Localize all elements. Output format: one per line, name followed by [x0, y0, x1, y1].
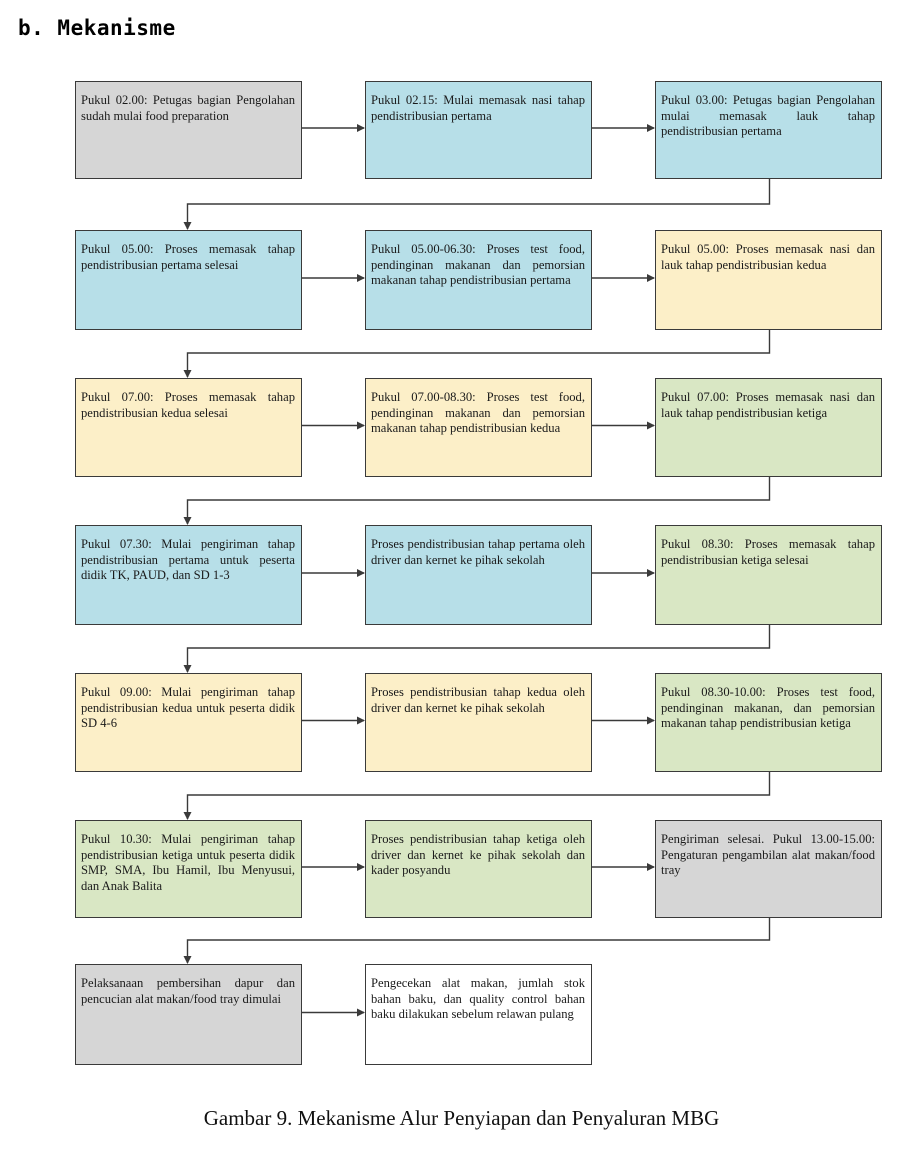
- flow-step-text: Proses pendistribusian tahap kedua oleh driver dan kernet ke pihak sekolah: [371, 685, 585, 715]
- flow-step-box: [75, 673, 302, 772]
- flow-step-text: Pelaksanaan pembersihan dapur dan pencucian alat makan/food tray dimulai: [81, 976, 295, 1006]
- flow-step-text: Pukul 02.00: Petugas bagian Pengolahan sudah mulai food preparation: [81, 93, 295, 123]
- flow-step-box: [655, 673, 882, 772]
- flow-step-box: [75, 378, 302, 477]
- flow-step-text: Pukul 05.00-06.30: Proses test food, pendinginan makanan dan pemorsian makanan tahap pendistribusian pertama: [371, 242, 585, 287]
- section-heading: b. Mekanisme: [18, 16, 176, 40]
- flow-step-box: [365, 81, 592, 179]
- flow-step-box: [75, 81, 302, 179]
- flow-step-text: Proses pendistribusian tahap ketiga oleh driver dan kernet ke pihak sekolah dan kader posyandu: [371, 832, 585, 877]
- flow-step-text: Pukul 08.30-10.00: Proses test food, pendinginan makanan, dan pemorsian makanan tahap pendistribusian ketiga: [661, 685, 875, 730]
- return-connector-arrow: [188, 179, 770, 229]
- flow-step-box: [75, 230, 302, 330]
- flow-step-box: [365, 378, 592, 477]
- flow-step-box: [75, 820, 302, 918]
- flow-step-box: [655, 820, 882, 918]
- flow-step-box: [75, 525, 302, 625]
- flow-step-box: [655, 230, 882, 330]
- flow-step-text: Pukul 07.00: Proses memasak nasi dan lauk tahap pendistribusian ketiga: [661, 390, 875, 420]
- flow-step-box: [365, 230, 592, 330]
- return-connector-arrow: [188, 330, 770, 377]
- return-connector-arrow: [188, 918, 770, 963]
- flow-step-box: [655, 378, 882, 477]
- flow-step-text: Pukul 02.15: Mulai memasak nasi tahap pendistribusian pertama: [371, 93, 585, 123]
- flow-step-text: Pengecekan alat makan, jumlah stok bahan baku, dan quality control bahan baku dilakukan sebelum relawan pulang: [371, 976, 585, 1021]
- flow-step-box: [365, 820, 592, 918]
- flow-step-text: Pukul 05.00: Proses memasak tahap pendistribusian pertama selesai: [81, 242, 295, 272]
- flow-step-text: Pukul 07.00: Proses memasak tahap pendistribusian kedua selesai: [81, 390, 295, 420]
- flow-step-box: [365, 525, 592, 625]
- flow-step-text: Pukul 07.00-08.30: Proses test food, pendinginan makanan dan pemorsian makanan tahap pendistribusian kedua: [371, 390, 585, 435]
- flow-step-text: Pukul 08.30: Proses memasak tahap pendistribusian ketiga selesai: [661, 537, 875, 567]
- figure-caption: Gambar 9. Mekanisme Alur Penyiapan dan Penyaluran MBG: [203, 1106, 720, 1130]
- flow-step-box: [75, 964, 302, 1065]
- flow-step-text: Pukul 10.30: Mulai pengiriman tahap pendistribusian ketiga untuk peserta didik SMP, SMA, Ibu Hamil, Ibu Menyusui, dan Anak Balita: [81, 832, 295, 893]
- return-connector-arrow: [188, 625, 770, 672]
- return-connector-arrow: [188, 772, 770, 819]
- flow-step-box: [655, 81, 882, 179]
- flow-step-text: Proses pendistribusian tahap pertama oleh driver dan kernet ke pihak sekolah: [371, 537, 585, 567]
- flow-step-text: Pukul 07.30: Mulai pengiriman tahap pendistribusian pertama untuk peserta didik TK, PAUD, dan SD 1-3: [81, 537, 295, 582]
- flow-step-text: Pukul 05.00: Proses memasak nasi dan lauk tahap pendistribusian kedua: [661, 242, 875, 272]
- flow-step-box: [365, 673, 592, 772]
- flow-step-text: Pengiriman selesai. Pukul 13.00-15.00: Pengaturan pengambilan alat makan/food tray: [661, 832, 875, 877]
- flow-step-text: Pukul 09.00: Mulai pengiriman tahap pendistribusian kedua untuk peserta didik SD 4-6: [81, 685, 295, 730]
- return-connector-arrow: [188, 477, 770, 524]
- flow-step-box: [655, 525, 882, 625]
- flow-step-box: [365, 964, 592, 1065]
- flow-step-text: Pukul 03.00: Petugas bagian Pengolahan mulai memasak lauk tahap pendistribusian pertama: [661, 93, 875, 138]
